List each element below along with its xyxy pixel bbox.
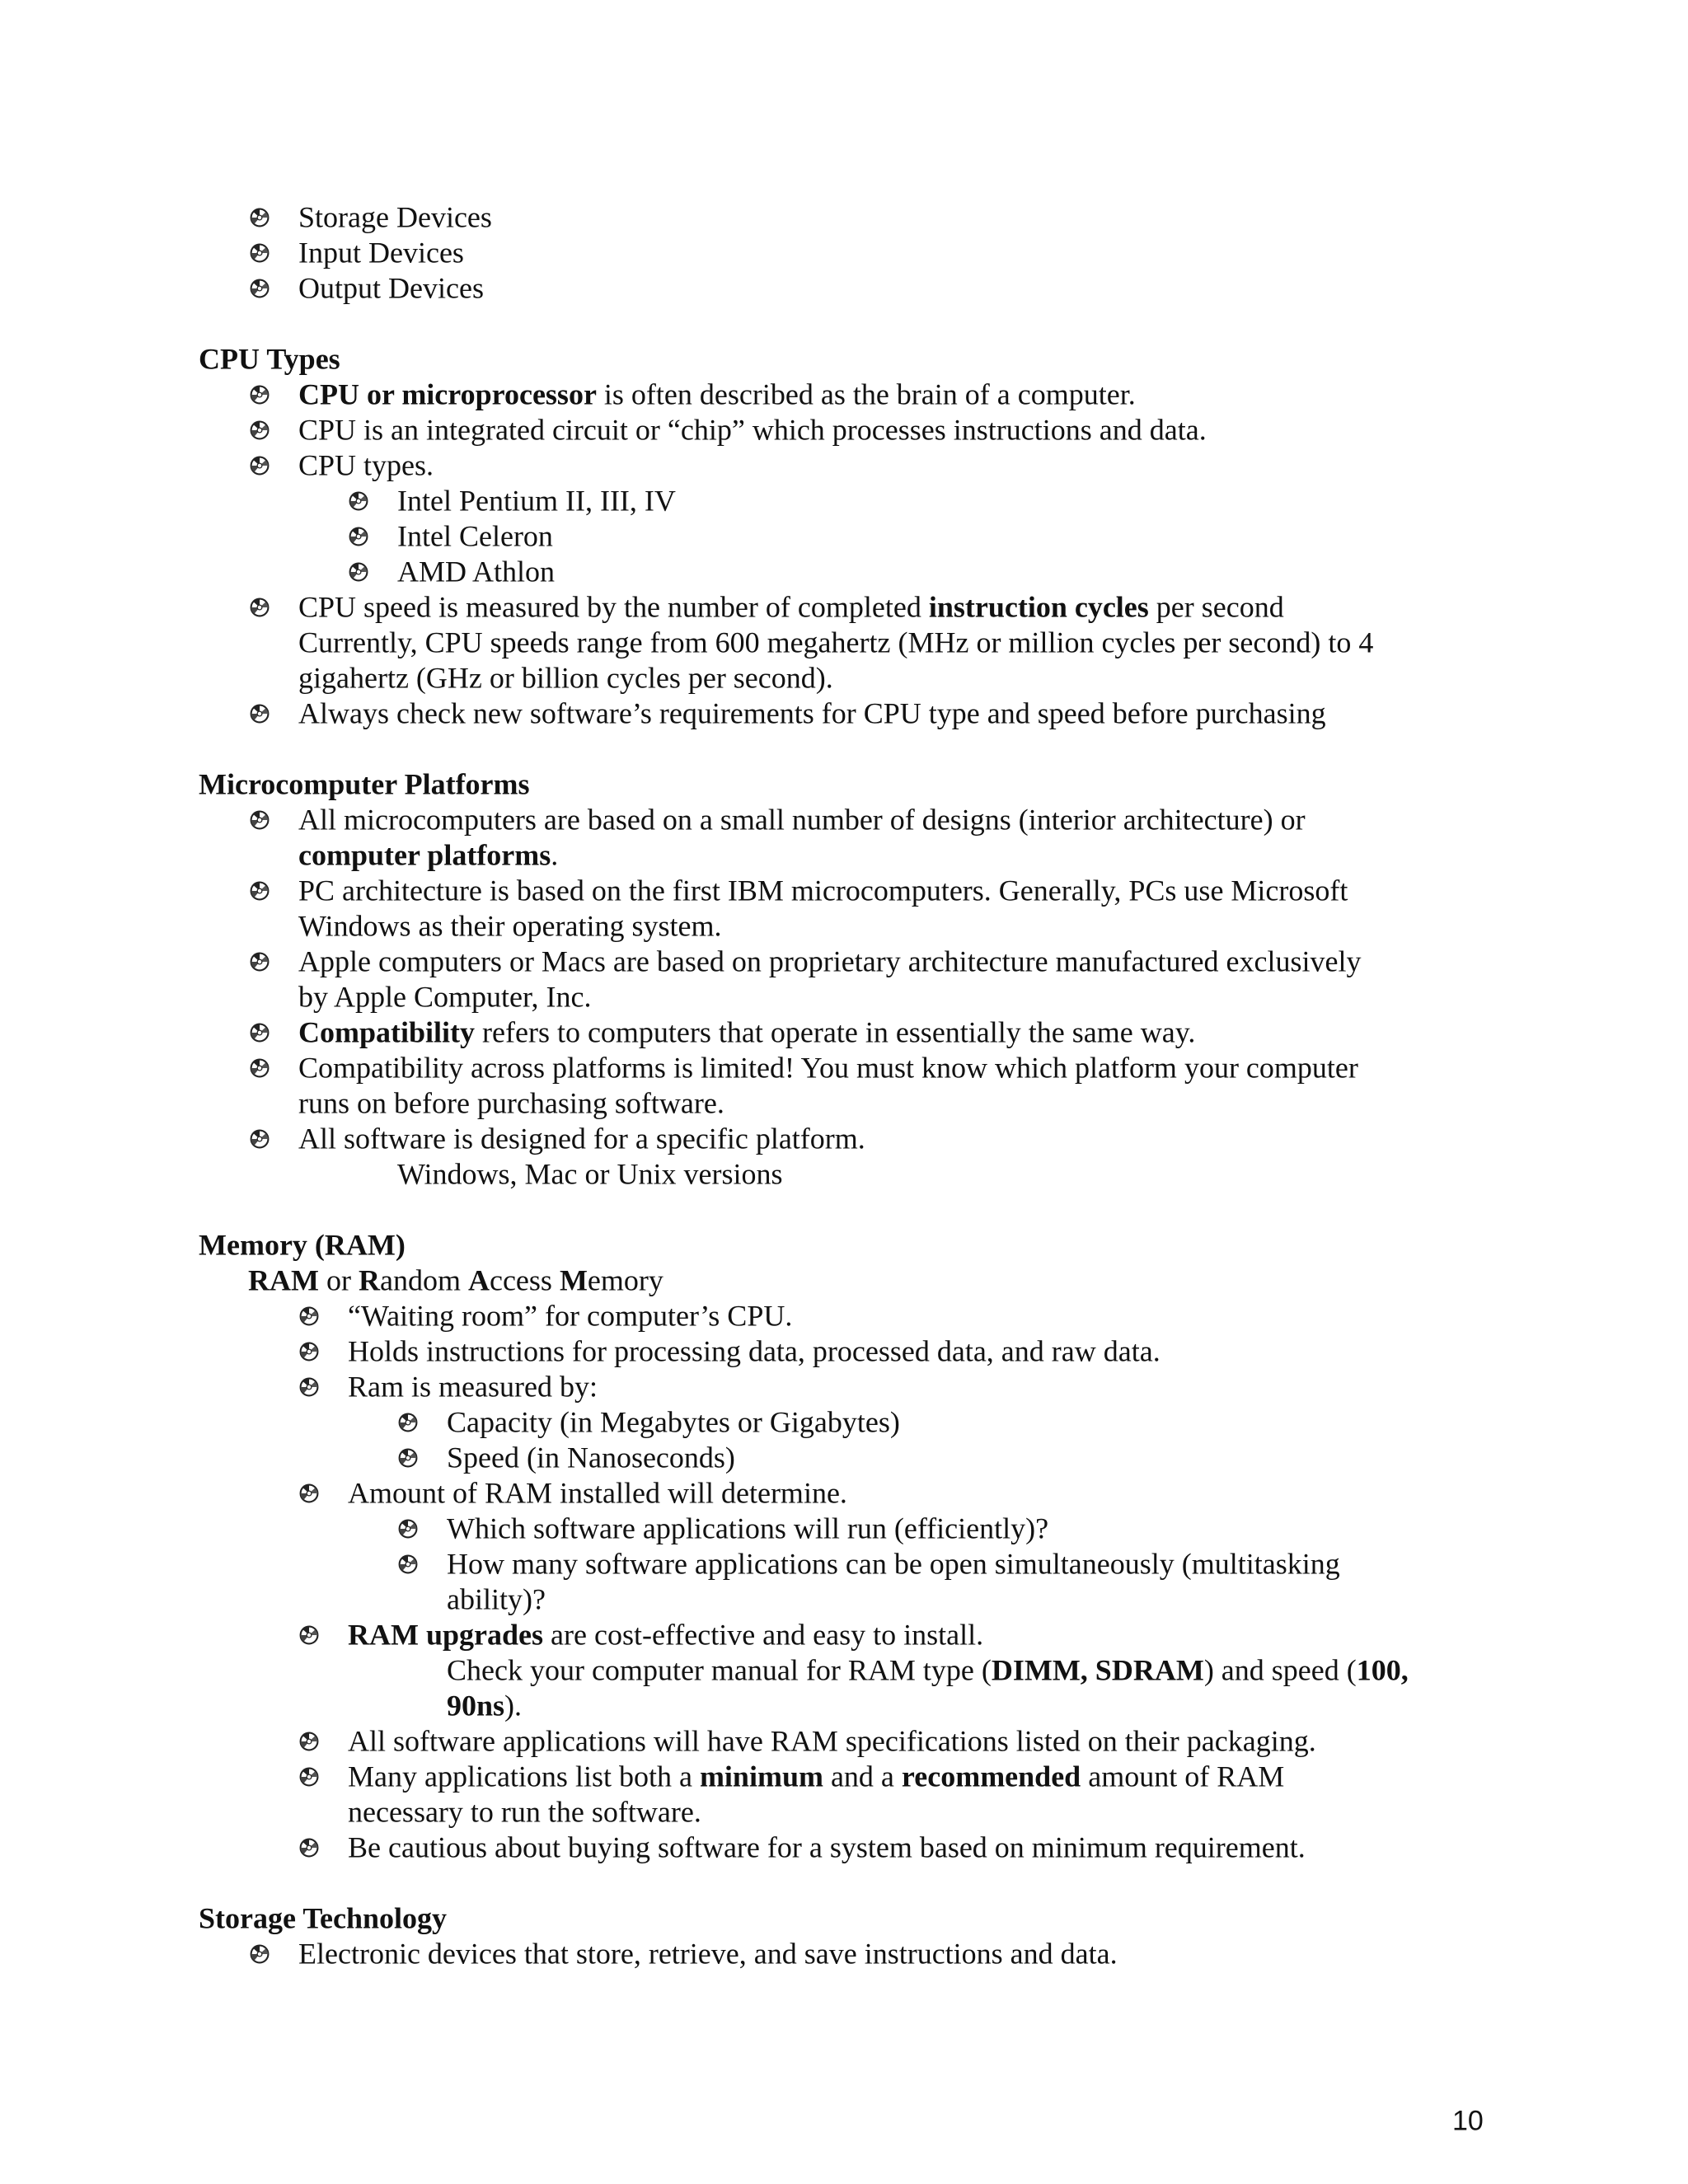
disc-bullet-icon bbox=[348, 490, 369, 512]
text-run: Microcomputer Platforms bbox=[199, 767, 530, 801]
disc-bullet-icon bbox=[298, 1341, 320, 1362]
bullet-item bbox=[298, 236, 464, 271]
bullet-item bbox=[298, 944, 1361, 980]
text-run: Storage Devices bbox=[298, 200, 492, 234]
bullet-item bbox=[447, 1511, 1048, 1547]
bullet-item bbox=[397, 484, 676, 519]
bold-term: R bbox=[358, 1263, 380, 1297]
text-run: Memory (RAM) bbox=[199, 1228, 406, 1262]
text-line bbox=[447, 1582, 546, 1618]
bold-term: instruction cycles bbox=[928, 590, 1149, 624]
disc-bullet-icon bbox=[397, 1447, 419, 1469]
text-run: Apple computers or Macs are based on proprietary architecture manufactured exclusively bbox=[298, 944, 1362, 978]
text-run: Always check new software’s requirements for CPU type and speed before purchasing bbox=[298, 696, 1326, 730]
text-run: per second bbox=[1148, 590, 1284, 624]
disc-bullet-icon bbox=[249, 419, 270, 441]
text-run: “Waiting room” for computer’s CPU. bbox=[348, 1299, 793, 1333]
page-number: 10 bbox=[1452, 2105, 1484, 2137]
bold-term: 100, bbox=[1356, 1653, 1409, 1687]
text-run: andom bbox=[379, 1263, 468, 1297]
text-run: . bbox=[551, 838, 559, 872]
text-line bbox=[397, 1157, 783, 1193]
text-line bbox=[298, 838, 558, 874]
text-run: CPU types. bbox=[298, 448, 434, 482]
bullet-item bbox=[298, 590, 1284, 626]
disc-bullet-icon bbox=[298, 1483, 320, 1504]
text-run: Amount of RAM installed will determine. bbox=[348, 1476, 847, 1510]
disc-bullet-icon bbox=[249, 1128, 270, 1150]
text-run: Ram is measured by: bbox=[348, 1370, 598, 1404]
text-line bbox=[298, 661, 833, 696]
section-heading bbox=[199, 342, 340, 377]
text-line bbox=[447, 1653, 1409, 1689]
text-line bbox=[447, 1689, 522, 1724]
text-line bbox=[248, 1263, 663, 1299]
disc-bullet-icon bbox=[298, 1624, 320, 1646]
text-run: Speed (in Nanoseconds) bbox=[447, 1441, 735, 1474]
bullet-item bbox=[298, 696, 1326, 732]
bullet-item bbox=[298, 1051, 1358, 1086]
bold-term: M bbox=[559, 1263, 588, 1297]
text-run: All software is designed for a specific platform. bbox=[298, 1122, 865, 1155]
disc-bullet-icon bbox=[249, 951, 270, 972]
text-run: and a bbox=[823, 1760, 902, 1793]
bullet-item bbox=[348, 1760, 1284, 1795]
text-run: CPU speed is measured by the number of completed bbox=[298, 590, 929, 624]
bullet-item bbox=[298, 377, 1136, 413]
bullet-item bbox=[348, 1476, 847, 1511]
bullet-item bbox=[298, 200, 492, 236]
text-run: Compatibility across platforms is limited! You must know which platform your computer bbox=[298, 1051, 1358, 1085]
text-run: How many software applications can be open simultaneously (multitasking bbox=[447, 1547, 1340, 1581]
section-heading bbox=[199, 1901, 447, 1937]
text-run: are cost-effective and easy to install. bbox=[543, 1618, 984, 1652]
text-run: Which software applications will run (efficiently)? bbox=[447, 1511, 1049, 1545]
bullet-item bbox=[298, 874, 1348, 909]
text-run: refers to computers that operate in essentially the same way. bbox=[475, 1015, 1196, 1049]
text-run: CPU Types bbox=[199, 342, 340, 376]
text-run: Check your computer manual for RAM type ( bbox=[447, 1653, 992, 1687]
disc-bullet-icon bbox=[249, 1943, 270, 1965]
bullet-item bbox=[348, 1299, 792, 1334]
text-run: Capacity (in Megabytes or Gigabytes) bbox=[447, 1405, 900, 1439]
text-run: CPU is an integrated circuit or “chip” which processes instructions and data. bbox=[298, 413, 1207, 447]
text-run: PC architecture is based on the first IBM microcomputers. Generally, PCs use Microsoft bbox=[298, 874, 1348, 907]
text-run: All microcomputers are based on a small number of designs (interior architecture) or bbox=[298, 803, 1306, 837]
text-run: All software applications will have RAM specifications listed on their packaging. bbox=[348, 1724, 1316, 1758]
text-run: by Apple Computer, Inc. bbox=[298, 980, 592, 1014]
bullet-item bbox=[348, 1370, 598, 1405]
bullet-item bbox=[447, 1547, 1340, 1582]
disc-bullet-icon bbox=[348, 526, 369, 547]
bullet-item bbox=[397, 519, 553, 555]
text-run: or bbox=[318, 1263, 359, 1297]
text-run: Windows, Mac or Unix versions bbox=[397, 1157, 783, 1191]
text-run: Electronic devices that store, retrieve, and save instructions and data. bbox=[298, 1937, 1118, 1971]
bullet-item bbox=[348, 1334, 1160, 1370]
bullet-item bbox=[298, 448, 434, 484]
text-run: Input Devices bbox=[298, 236, 464, 269]
bold-term: A bbox=[467, 1263, 490, 1297]
disc-bullet-icon bbox=[397, 1412, 419, 1433]
text-run: ). bbox=[504, 1689, 523, 1722]
text-run: Storage Technology bbox=[199, 1901, 448, 1935]
text-run: AMD Athlon bbox=[397, 555, 556, 588]
disc-bullet-icon bbox=[249, 455, 270, 476]
disc-bullet-icon bbox=[397, 1518, 419, 1540]
disc-bullet-icon bbox=[249, 384, 270, 405]
text-run: Output Devices bbox=[298, 271, 484, 305]
text-line bbox=[298, 1086, 724, 1122]
text-line bbox=[348, 1795, 701, 1830]
bullet-item bbox=[298, 271, 484, 307]
bold-term: recommended bbox=[901, 1760, 1081, 1793]
disc-bullet-icon bbox=[249, 1022, 270, 1043]
disc-bullet-icon bbox=[249, 278, 270, 299]
disc-bullet-icon bbox=[249, 703, 270, 724]
disc-bullet-icon bbox=[249, 880, 270, 902]
disc-bullet-icon bbox=[249, 597, 270, 618]
bullet-item bbox=[298, 1122, 865, 1157]
disc-bullet-icon bbox=[249, 242, 270, 264]
disc-bullet-icon bbox=[249, 809, 270, 831]
section-heading bbox=[199, 1228, 406, 1263]
disc-bullet-icon bbox=[397, 1554, 419, 1575]
disc-bullet-icon bbox=[298, 1305, 320, 1327]
section-heading bbox=[199, 767, 530, 803]
bold-term: CPU or microprocessor bbox=[298, 377, 597, 411]
bullet-item bbox=[298, 803, 1306, 838]
text-run: runs on before purchasing software. bbox=[298, 1086, 724, 1120]
disc-bullet-icon bbox=[298, 1731, 320, 1752]
bold-term: computer platforms bbox=[298, 838, 551, 872]
text-run: Windows as their operating system. bbox=[298, 909, 722, 943]
bullet-item bbox=[298, 1937, 1118, 1972]
bold-term: RAM upgrades bbox=[348, 1618, 544, 1652]
disc-bullet-icon bbox=[298, 1766, 320, 1788]
bullet-item bbox=[298, 413, 1207, 448]
disc-bullet-icon bbox=[249, 1057, 270, 1079]
bullet-item bbox=[348, 1830, 1306, 1866]
text-run: Intel Pentium II, III, IV bbox=[397, 484, 676, 518]
text-run: Intel Celeron bbox=[397, 519, 553, 553]
text-run: amount of RAM bbox=[1081, 1760, 1285, 1793]
bullet-item bbox=[447, 1405, 900, 1441]
text-line bbox=[298, 626, 1373, 661]
bullet-item bbox=[397, 555, 555, 590]
text-run: ) and speed ( bbox=[1203, 1653, 1357, 1687]
bullet-item bbox=[298, 1015, 1195, 1051]
disc-bullet-icon bbox=[249, 207, 270, 228]
bullet-item bbox=[447, 1441, 735, 1476]
bullet-item bbox=[348, 1618, 983, 1653]
text-run: Currently, CPU speeds range from 600 megahertz (MHz or million cycles per second) to 4 bbox=[298, 626, 1374, 659]
bold-term: Compatibility bbox=[298, 1015, 476, 1049]
bold-term: 90ns bbox=[447, 1689, 505, 1722]
disc-bullet-icon bbox=[298, 1376, 320, 1398]
disc-bullet-icon bbox=[348, 561, 369, 583]
bullet-item bbox=[348, 1724, 1316, 1760]
text-run: Many applications list both a bbox=[348, 1760, 700, 1793]
text-run: ccess bbox=[489, 1263, 560, 1297]
text-run: Holds instructions for processing data, processed data, and raw data. bbox=[348, 1334, 1160, 1368]
disc-bullet-icon bbox=[298, 1837, 320, 1858]
text-run: emory bbox=[587, 1263, 663, 1297]
text-run: ability)? bbox=[447, 1582, 546, 1616]
text-run: is often described as the brain of a computer. bbox=[596, 377, 1136, 411]
bold-term: DIMM, SDRAM bbox=[991, 1653, 1204, 1687]
bold-term: RAM bbox=[248, 1263, 319, 1297]
text-run: gigahertz (GHz or billion cycles per second). bbox=[298, 661, 833, 695]
text-run: necessary to run the software. bbox=[348, 1795, 701, 1829]
text-run: Be cautious about buying software for a system based on minimum requirement. bbox=[348, 1830, 1306, 1864]
text-line bbox=[298, 909, 721, 944]
text-line bbox=[298, 980, 592, 1015]
bold-term: minimum bbox=[699, 1760, 823, 1793]
